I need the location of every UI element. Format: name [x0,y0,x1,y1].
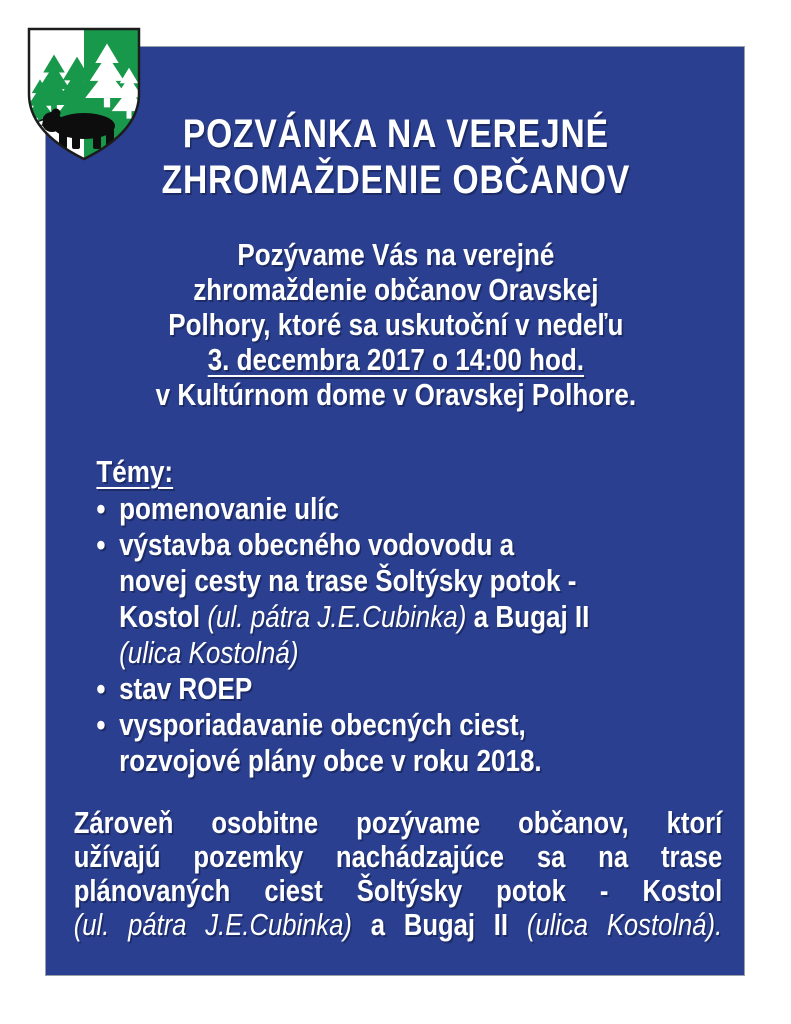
topic-item-streets [96,491,745,527]
street-name-italic: (ul. pátra J.E.Cubinka) [207,599,467,634]
topic-item-roads [96,707,745,779]
intro-line: Pozývame Vás na verejné [237,237,555,272]
street-name-italic: (ulica Kostolná) [119,635,299,670]
panel-content [46,47,746,977]
topics-section [96,454,745,779]
closing-line: plánovaných ciest Šoltýsky potok - Kostol [73,874,723,908]
bullet-icon: • [96,707,106,742]
bullet-icon: • [96,527,106,562]
street-name-italic: (ul. pátra J.E.Cubinka) [73,908,352,942]
street-name-italic: (ulica Kostolná). [526,908,723,942]
closing-line: užívajú pozemky nachádzajúce sa na trase [73,840,723,874]
topic-item-label: výstavba obecného vodovodu a novej cesty na trase Šoltýsky potok - Kostol (ul. pátra J.E.Cubinka) a Bugaj II (ulica Kostolná) [119,527,590,670]
poster-title [46,111,746,203]
topic-item-label: vysporiadavanie obecných ciest, rozvojové plány obce v roku 2018. [119,707,542,778]
topics-heading: Témy: [96,454,174,489]
intro-line: Polhory, ktoré sa uskutoční v nedeľu [168,307,624,342]
coat-of-arms-svg [22,24,146,164]
coat-of-arms [22,24,146,164]
topic-item-label: pomenovanie ulíc [119,491,340,526]
title-line-1: POZVÁNKA NA VEREJNÉ [182,112,609,156]
title-line-2: ZHROMAŽDENIE OBČANOV [161,158,631,202]
closing-line: Zároveň osobitne pozývame občanov, ktorí [73,806,723,840]
closing-paragraph [74,806,722,942]
event-datetime: 3. decembra 2017 o 14:00 hod. [207,342,585,377]
intro-paragraph [46,237,746,412]
topic-item-waterworks [96,527,745,671]
closing-line: (ul. pátra J.E.Cubinka) a Bugaj II (ulica Kostolná). [73,908,723,942]
event-location: v Kultúrnom dome v Oravskej Polhore. [155,377,637,412]
bullet-icon: • [96,671,106,706]
topic-item-roep [96,671,745,707]
bullet-icon: • [96,491,106,526]
topic-item-label: stav ROEP [119,671,253,706]
invitation-panel [45,46,745,976]
intro-line: zhromaždenie občanov Oravskej [193,272,599,307]
